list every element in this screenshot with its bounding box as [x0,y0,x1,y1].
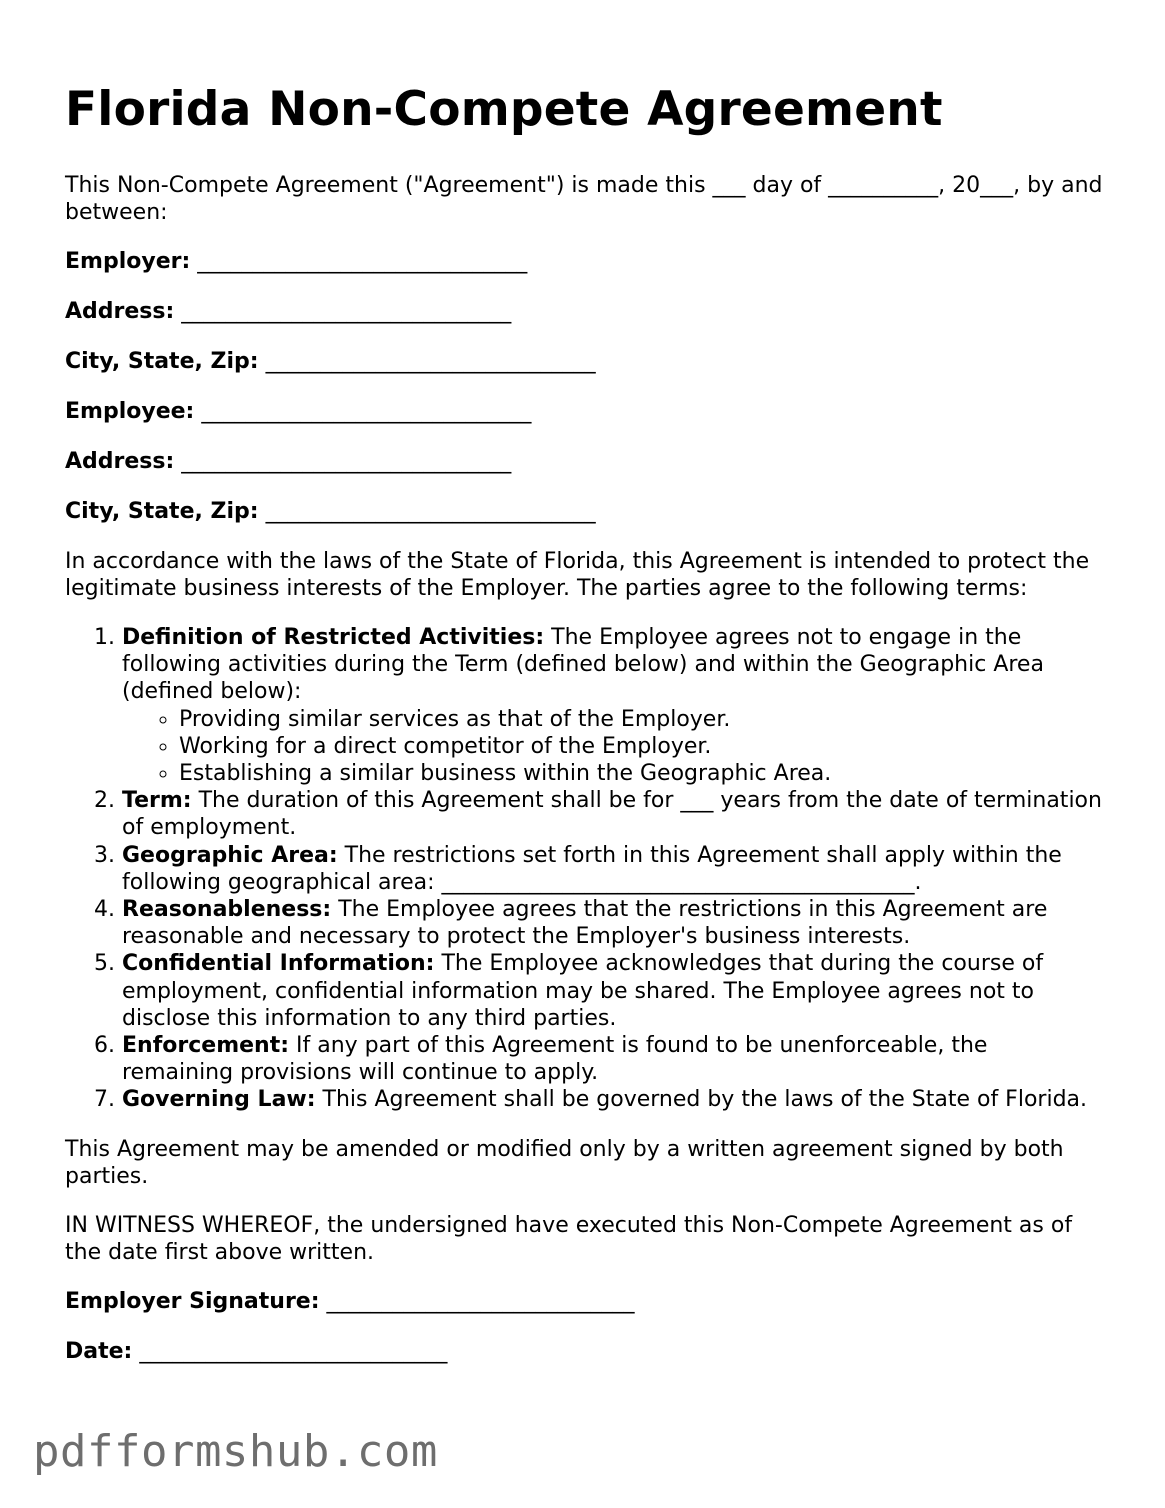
document-page [65,82,1105,1388]
sub-list-item: ◦ Establishing a similar business within the Geographic Area. [179,760,1105,787]
watermark: pdfformshub.com [33,1426,438,1477]
employee-label: Employee: [65,399,195,424]
term-heading: Confidential Information: [122,951,435,977]
employee-city-state-zip-label: City, State, Zip: [65,499,259,524]
term-text: This Agreement shall be governed by the laws of the State of Florida. [322,1087,1088,1113]
term-item [122,787,1105,841]
term-text: If any part of this Agreement is found to be unenforceable, the remaining provisions will continue to apply. [122,1033,988,1086]
term-text: The restrictions set forth in this Agreement shall apply within the following geographical area: ___________________________________________. [122,842,1062,895]
employer-blank: ______________________________ [197,249,528,274]
term-heading: Enforcement: [122,1033,290,1059]
term-item [122,624,1105,787]
terms-list [65,624,1105,1114]
preamble-paragraph: In accordance with the laws of the State of Florida, this Agreement is intended to protect the legitimate business interests of the Employer. The parties agree to the following terms: [65,549,1090,601]
employer-city-state-zip-field [65,348,1105,375]
employer-address-field [65,298,1105,325]
term-heading: Governing Law: [122,1087,316,1113]
term-heading: Reasonableness: [122,897,332,923]
term-heading: Definition of Restricted Activities: [122,625,545,650]
employee-address-field [65,448,1105,475]
term-text: The duration of this Agreement shall be for ___ years from the date of termination of employment. [122,788,1102,841]
employer-signature-blank: ____________________________ [326,1288,635,1314]
term-item [122,1032,1105,1086]
witness-paragraph: IN WITNESS WHEREOF, the undersigned have executed this Non-Compete Agreement as of the date first above written. [65,1212,1073,1265]
employer-signature-label: Employer Signature: [65,1288,320,1314]
sub-list-item: ◦ Providing similar services as that of the Employer. [179,706,1105,733]
employer-signature-field [65,1288,1105,1315]
employer-field [65,248,1105,275]
date-field [65,1338,1105,1365]
employee-city-state-zip-field [65,498,1105,525]
page-title: Florida Non-Compete Agreement [65,82,943,137]
term-item [122,842,1105,896]
employer-city-state-zip-label: City, State, Zip: [65,349,259,374]
employee-city-state-zip-blank: ______________________________ [265,499,596,524]
sub-list-item: ◦ Working for a direct competitor of the Employer. [179,733,1105,760]
employee-blank: ______________________________ [201,399,532,424]
employer-label: Employer: [65,249,191,274]
employee-address-label: Address: [65,449,175,474]
term-item [122,950,1105,1032]
employer-address-blank: ______________________________ [181,299,512,324]
date-label: Date: [65,1338,133,1364]
restricted-activities-list [122,706,1105,788]
intro-paragraph: This Non-Compete Agreement ("Agreement") is made this ___ day of __________, 20___, by and between: [65,173,1103,225]
term-heading: Geographic Area: [122,842,338,868]
term-text: The Employee agrees that the restrictions in this Agreement are reasonable and necessary to protect the Employer's business interests. [122,897,1048,950]
employee-address-blank: ______________________________ [181,449,512,474]
term-item [122,1086,1105,1113]
employer-city-state-zip-blank: ______________________________ [265,349,596,374]
employer-address-label: Address: [65,299,175,324]
employee-field [65,398,1105,425]
term-text: The Employee acknowledges that during the course of employment, confidential information may be shared. The Employee agrees not to disclose this information to any third parties. [122,951,1044,1031]
amendment-paragraph: This Agreement may be amended or modified only by a written agreement signed by both parties. [65,1136,1064,1189]
term-item [122,896,1105,950]
term-text: The Employee agrees not to engage in the following activities during the Term (defined below) and within the Geographic Area (defined below): [122,625,1044,705]
term-heading: Term: [122,788,192,814]
date-blank: ____________________________ [139,1338,448,1364]
